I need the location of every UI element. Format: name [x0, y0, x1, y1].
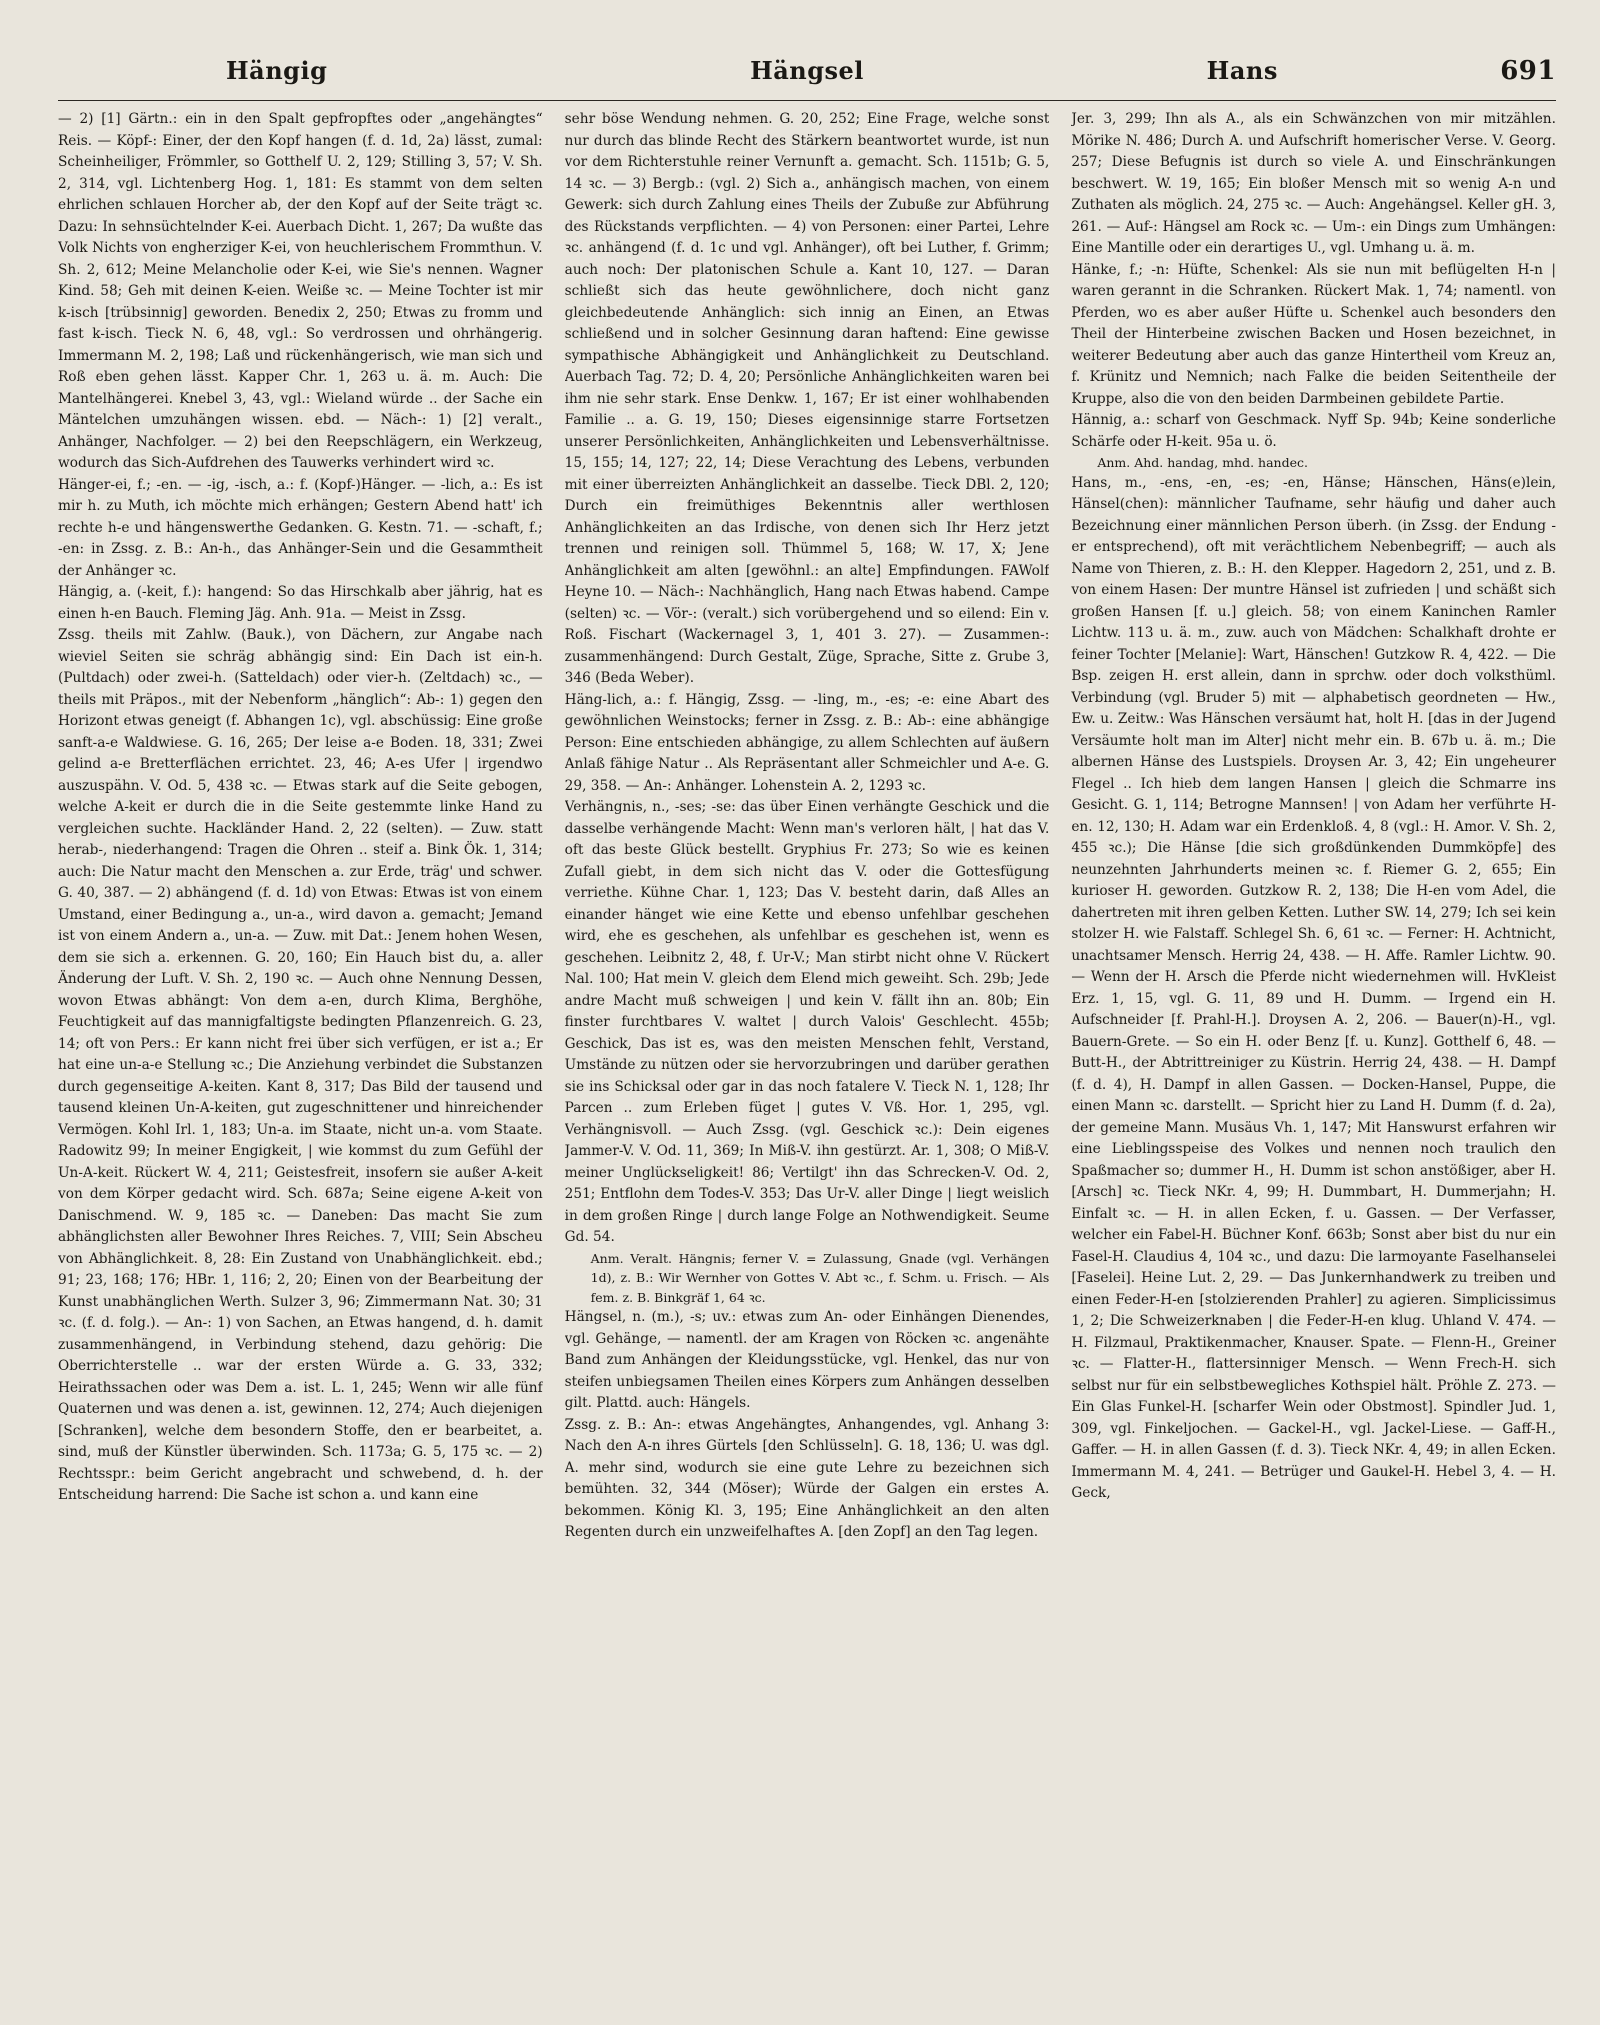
- annotation: Anm. Veralt. Hängnis; ferner V. = Zulassung, Gnade (vgl. Verhängen 1d), z. B.: Wir Wernher von Gottes V. Abt ꝛc., f. Schm. u. Frisch. — Als fem. z. B. Binkgräf 1, 64 ꝛc.: [590, 1250, 1050, 1305]
- left-headword: Hängig: [226, 56, 328, 85]
- column-left: [58, 109, 543, 1974]
- paragraph: Zssg. z. B.: An-: etwas Angehängtes, Anhangendes, vgl. Anhang 3: Nach den A-n ihres Gürtels [den Schlüsseln]. G. 18, 136; U. was dgl. A. mehr sind, wodurch sie eine gute Lehre zu bezeichnen sich bemühten. 32, 344 (Möser); Würde der Galgen ein erstes A. bekommen. König Kl. 3, 195; Eine Anhänglichkeit an den alten Regenten durch ein unzweifelhaftes A. [den Zopf] an den Tag legen.: [564, 1416, 1050, 1541]
- annotation: Anm. Ahd. handag, mhd. handec.: [1097, 455, 1308, 470]
- paragraph: Hans, m., -ens, -en, -es; -en, Hänse; Hänschen, Häns(e)lein, Hänsel(chen): männlicher Taufname, sehr häufig und daher auch Bezeichnung einer männlichen Person überh. (in Zssg. der Endung -er entsprechend), oft mit verächtlichem Nebenbegriff; — auch als Name von Thieren, z. B.: H. den Klepper. Hagedorn 2, 251, und z. B. von einem Hasen: Der muntre Hänsel ist zufrieden | und schäßt sich großen Hansen [f. u.] gleich. 58; von einem Kaninchen Ramler Lichtw. 113 u. ä. m., zuw. auch von Mädchen: Schalkhaft drohte er feiner Tochter [Melanie]: Wart, Hänschen! Gutzkow R. 4, 422. — Die Bsp. zeigen H. erst allein, dann in sprchw. oder doch volksthüml. Verbindung (vgl. Bruder 5) mit — alphabetisch geordneten — Hw., Ew. u. Zeitw.: Was Hänschen versäumt hat, holt H. [das in der Jugend Versäumte holt man im Alter] nicht mehr ein. B. 67b u. ä. m.; Die albernen Hänse des Lustspiels. Droysen Ar. 3, 42; Ein ungeheurer Flegel .. Ich hieb dem langen Hansen | gleich die Schmarre ins Gesicht. G. 1, 114; Betrogne Mannsen! | von Adam her verführte H-en. 12, 130; H. Adam war ein Erdenkloß. 4, 8 (vgl.: H. Amor. V. Sh. 2, 455 ꝛc.); Die Hänse [die sich großdünkenden Dummköpfe] des neunzehnten Jahrhunderts meinen ꝛc. f. Riemer G. 2, 655; Ein kurioser H. geworden. Gutzkow R. 2, 138; Die H-en vom Adel, die dahertreten mit ihren gelben Ketten. Luther SW. 14, 279; Ich sei kein stolzer H. wie Falstaff. Schlegel Sh. 6, 61 ꝛc. — Ferner: H. Achtnicht, unachtsamer Mensch. Herrig 24, 438. — H. Affe. Ramler Lichtw. 90. — Wenn der H. Arsch die Pferde nicht wiedernehmen will. HvKleist Erz. 1, 15, vgl. G. 11, 89 und H. Dumm. — Irgend ein H. Aufschneider [f. Prahl-H.]. Droysen A. 2, 206. — Bauer(n)-H., vgl. Bauern-Grete. — So ein H. oder Benz [f. u. Kunz]. Gotthelf 6, 48. — Butt-H., der Abtrittreiniger zu Küstrin. Herrig 24, 438. — H. Dampf (f. d. 4), H. Dampf in allen Gassen. — Docken-Hansel, Puppe, die einen Mann ꝛc. darstellt. — Spricht hier zu Land H. Dumm (f. d. 2a), der gemeine Mann. Musäus Vh. 1, 147; Mit Hanswurst erfahren wir eine Lieblingsspeise des Volkes und nennen noch traulich den Spaßmacher so; dummer H., H. Dumm ist schon anstößiger, aber H. [Arsch] ꝛc. Tieck NKr. 4, 99; H. Dummbart, H. Dummerjahn; H. Einfalt ꝛc. — H. in allen Ecken, f. u. Gassen. — Der Verfasser, welcher ein Fabel-H. Büchner Konf. 663b; Sonst aber bist du nur ein Fasel-H. Claudius 4, 104 ꝛc., und dazu: Die larmoyante Faselhanselei [Faselei]. Heine Lut. 2, 29. — Das Junkernhandwerk zu treiben und einen Feder-H-en [stolzierenden Prahler] zu agieren. Simplicissimus 1, 2; Die Schweizerknaben | die Feder-H-en klug. Uhland V. 474. — H. Filzmaul, Praktikenmacher, Knauser. Spate. — Flenn-H., Greiner ꝛc. — Flatter-H., flattersinniger Mensch. — Wenn Frech-H. sich selbst nur für ein selbstbewegliches Kothspiel hält. Pröhle Z. 273. — Ein Glas Funkel-H. [scharfer Wein oder Obstmost]. Spindler Jud. 1, 309, vgl. Finkeljochen. — Gackel-H., vgl. Jackel-Liese. — Gaff-H., Gaffer. — H. in allen Gassen (f. d. 3). Tieck NKr. 4, 49; in allen Ecken. Immermann M. 4, 241. — Betrüger und Gaukel-H. Hebel 3, 4. — H. Geck,: [1071, 474, 1556, 1502]
- center-headword: Hängsel: [750, 56, 864, 85]
- paragraph: Verhängnis, n., -ses; -se: das über Einen verhängte Geschick und die dasselbe verhängende Macht: Wenn man's verloren hält, | hat das V. oft das beste Glück bestellt. Gryphius Fr. 273; So wie es keinen Zufall giebt, in dem sich nicht das V. oder die Gottesfügung verriethe. Kühne Char. 1, 123; Das V. besteht darin, daß Alles an einander hänget wie eine Kette und ebenso unfehlbar geschehen wird, ehe es geschehen, als unfehlbar es geschehen ist, wenn es geschehen. Leibnitz 2, 48, f. Ur-V.; Man stirbt nicht ohne V. Rückert Nal. 100; Hat mein V. gleich dem Elend mich geweiht. Sch. 29b; Jede andre Macht muß schweigen | und kein V. fällt ihn an. 80b; Ein finster furchtbares V. waltet | durch Valois' Geschlecht. 455b; Geschick, Das ist es, was den meisten Menschen fehlt, Verstand, Umstände zu nützen oder sie hervorzubringen und darüber gerathen sie ins Schicksal oder gar in das noch fatalere V. Tieck N. 1, 128; Ihr Parcen .. zum Erleben füget | gutes V. Vß. Hor. 1, 295, vgl. Verhängnisvoll. — Auch Zssg. (vgl. Geschick ꝛc.): Dein eigenes Jammer-V. V. Od. 11, 369; In Miß-V. ihn gestürzt. Ar. 1, 308; O Miß-V. meiner Unglückseligkeit! 86; Vertilgt' ihn das Schrecken-V. Od. 2, 251; Entflohn dem Todes-V. 353; Das Ur-V. aller Dinge | liegt weislich in dem großen Ringe | durch lange Folge an Nothwendigkeit. Seume Gd. 54.: [564, 799, 1050, 1245]
- paragraph: Hängig, a. (-keit, f.): hangend: So das Hirschkalb aber jährig, hat es einen h-en Bauch. Fleming Jäg. Anh. 91a. — Meist in Zssg.: [58, 584, 543, 622]
- paragraph: sehr böse Wendung nehmen. G. 20, 252; Eine Frage, welche sonst nur durch das blinde Recht des Stärkern beantwortet wurde, ist nun vor dem Richterstuhle reiner Vernunft a. gemacht. Sch. 1151b; G. 5, 14 ꝛc. — 3) Bergb.: (vgl. 2) Sich a., anhängisch machen, von einem Gewerk: sich durch Zahlung eines Theils der Zubuße zur Abführung des Rückstands verpflichten. — 4) von Personen: einer Partei, Lehre ꝛc. anhängend (f. d. 1c und vgl. Anhänger), oft bei Luther, f. Grimm; auch noch: Der platonischen Schule a. Kant 10, 127. — Daran schließt sich das heute gewöhnlichere, doch nicht ganz gleichbedeutende Anhänglich: sich innig an Einen, an Etwas schließend und in solcher Gesinnung daran haftend: Eine gewisse sympathische Abhängigkeit und Anhänglichkeit zu Deutschland. Auerbach Tag. 72; D. 4, 20; Persönliche Anhänglichkeiten waren bei ihm nie sehr stark. Ense Denkw. 1, 167; Er ist einer wohlhabenden Familie .. a. G. 19, 150; Dieses eigensinnige starre Fortsetzen unserer Persönlichkeiten, Anhänglichkeiten und Lebensverhältnisse. 15, 155; 14, 127; 22, 14; Diese Verachtung des Lebens, verbunden mit einer überreizten Anhänglichkeit an dasselbe. Tieck DBl. 2, 120; Durch ein freimüthiges Bekenntnis aller werthlosen Anhänglichkeiten an das Irdische, von denen sich Ihr Herz jetzt trennen und reinigen soll. Thümmel 5, 168; W. 17, X; Jene Anhänglichkeit am alten [gewöhnl.: an alte] Empfindungen. FAWolf Heyne 10. — Näch-: Nachhänglich, Hang nach Etwas habend. Campe (selten) ꝛc. — Vör-: (veralt.) sich vorübergehend und so eilend: Ein v. Roß. Fischart (Wackernagel 3, 1, 401 3. 27). — Zusammen-: zusammenhängend: Durch Gestalt, Züge, Sprache, Sitte z. Grube 3, 346 (Beda Weber).: [564, 111, 1050, 686]
- column-middle: [565, 109, 1050, 1974]
- right-header: [1057, 56, 1556, 86]
- text-columns: [58, 109, 1556, 1974]
- paragraph: Zssg. theils mit Zahlw. (Bauk.), von Dächern, zur Angabe nach wieviel Seiten sie schräg abhängig sind: Ein Dach ist ein-h. (Pultdach) oder zwei-h. (Satteldach) oder vier-h. (Zeltdach) ꝛc., — theils mit Präpos., mit der Nebenform „hänglich“: Ab-: 1) gegen den Horizont etwas geneigt (f. Abhangen 1c), vgl. abschüssig: Eine große sanft-a-e Waldwiese. G. 16, 265; Der leise a-e Boden. 18, 331; Zwei gelind a-e Bretterflächen errichtet. 23, 46; A-es Ufer | irgendwo auszuspähn. V. Od. 5, 438 ꝛc. — Etwas stark auf die Seite gebogen, welche A-keit er durch die in die Seite gestemmte linke Hand zu vergleichen suchte. Hackländer Hand. 2, 22 (selten). — Zuw. statt herab-, niederhangend: Tragen die Ohren .. steif a. Bink Ök. 1, 314; auch: Die Natur macht den Menschen a. zur Erde, träg' und schwer. G. 40, 387. — 2) abhängend (f. d. 1d) von Etwas: Etwas ist von einem Umstand, einer Bedingung a., un-a., wird davon a. gemacht; Jemand ist von einem Andern a., un-a. — Zuw. mit Dat.: Jenem hohen Wesen, dem sie sich a. erkennen. G. 20, 160; Ein Hauch bist du, a. aller Änderung der Luft. V. Sh. 2, 190 ꝛc. — Auch ohne Nennung Dessen, wovon Etwas abhängt: Von dem a-en, durch Klima, Berghöhe, Feuchtigkeit auf das mannigfaltigste bedingten Pflanzenreich. G. 23, 14; oft von Pers.: Er kann nicht frei über sich verfügen, er ist a.; Er hat eine un-a-e Stellung ꝛc.; Die Anziehung verbindet die Substanzen durch gegenseitige A-keiten. Kant 8, 317; Das Bild der tausend und tausend kleinen Un-A-keiten, gut zugeschnittener und hinreichender Vermögen. Kohl Irl. 1, 183; Un-a. im Staate, nicht un-a. vom Staate. Radowitz 99; In meiner Engigkeit, | wie kommst du zum Gefühl der Un-A-keit. Rückert W. 4, 211; Geistesfreit, insofern sie außer A-keit von dem Körper gedacht wird. Sch. 687a; Seine eigene A-keit von Danischmend. W. 9, 185 ꝛc. — Daneben: Das macht Sie zum abhänglichsten aller Bewohner Ihres Reiches. 7, VIII; Sein Abscheu von Abhänglichkeit. 8, 28: Ein Zustand von Unabhänglichkeit. ebd.; 91; 23, 168; 176; HBr. 1, 116; 2, 20; Einen von der Bearbeitung der Kunst unabhänglichen Werth. Sulzer 3, 96; Zimmermann Nat. 30; 31 ꝛc. (f. d. folg.). — An-: 1) von Sachen, an Etwas hangend, d. h. damit zusammenhängend, in Verbindung stehend, dazu gehörig: Die Oberrichterstelle .. war der ersten Würde a. G. 33, 332; Heirathssachen oder was Dem a. ist. L. 1, 245; Wenn wir alle fünf Quaternen und was denen a. ist, gewinnen. 12, 274; Auch diejenigen [Schranken], welche dem besondern Stoffe, den er bearbeitet, a. sind, muß der Künstler überwinden. Sch. 1173a; G. 5, 175 ꝛc. — 2) Rechtsspr.: beim Gericht angebracht und schwebend, d. h. der Entscheidung harrend: Die Sache ist schon a. und kann eine: [58, 627, 543, 1503]
- paragraph: — 2) [1] Gärtn.: ein in den Spalt gepfropftes oder „angehängtes“ Reis. — Köpf-: Einer, der den Kopf hangen (f. d. 1d, 2a) lässt, zumal: Scheinheiliger, Frömmler, so Gotthelf U. 2, 129; Stilling 3, 57; V. Sh. 2, 314, vgl. Lichtenberg Hog. 1, 181: Es stammt von dem selten ehrlichen schlauen Horcher ab, der den Kopf auf der Seite trägt ꝛc. Dazu: In sehnsüchtelnder K-ei. Auerbach Dicht. 1, 267; Da wußte das Volk Nichts von engherziger K-ei, von heuchlerischem Frommthun. V. Sh. 2, 612; Meine Melancholie oder K-ei, wie Sie's nennen. Wagner Kind. 58; Geh mit deinen K-eien. Weiße ꝛc. — Meine Tochter ist mir k-isch [trübsinnig] geworden. Benedix 2, 250; Etwas zu fromm und fast k-isch. Tieck N. 6, 48, vgl.: So verdrossen und ohrhängerig. Immermann M. 2, 198; Laß und rückenhängerisch, wie man sich und Roß eben gehen lässt. Kapper Chr. 1, 263 u. ä. m. Auch: Die Mantelhängerei. Knebel 3, 43, vgl.: Wieland würde .. der Sache ein Mäntelchen umzuhängen wissen. ebd. — Näch-: 1) [2] veralt., Anhänger, Nachfolger. — 2) bei den Reepschlägern, ein Werkzeug, wodurch das Sich-Aufdrehen des Tauwerks verhindert wird ꝛc.: [58, 111, 543, 471]
- paragraph: Hängsel, n. (m.), -s; uv.: etwas zum An- oder Einhängen Dienendes, vgl. Gehänge, — namentl. der am Kragen von Röcken ꝛc. angenähte Band zum Anhängen der Kleidungsstücke, vgl. Henkel, das nur von steifen unbiegsamen Theilen eines Körpers zum Anhängen desselben gilt. Plattd. auch: Hängels.: [564, 1309, 1050, 1412]
- paragraph: Hänke, f.; -n: Hüfte, Schenkel: Als sie nun mit beflügelten H-n | waren gerannt in die Schranken. Rückert Mak. 1, 74; namentl. von Pferden, wo es aber außer Hüfte u. Schenkel auch besonders den Theil der Hinterbeine zwischen Backen und Hosen bezeichnet, in weiterer Bedeutung aber auch das ganze Hintertheil vom Kreuz an, f. Krünitz und Nemnich; nach Falke die beiden Seitentheile der Kruppe, also die von den beiden Darmbeinen gebildete Partie.: [1071, 261, 1556, 407]
- page-number: 691: [1500, 56, 1556, 86]
- paragraph: Jer. 3, 299; Ihn als A., als ein Schwänzchen von mir mitzählen. Mörike N. 486; Durch A. und Aufschrift homerischer Verse. V. Georg. 257; Diese Befugnis ist durch so viele A. und Einschränkungen beschwert. W. 19, 165; Ein bloßer Mensch mit so wenig A-n und Zuthaten als möglich. 24, 275 ꝛc. — Auch: Angehängsel. Keller gH. 3, 261. — Auf-: Hängsel am Rock ꝛc. — Um-: ein Dings zum Umhängen: Eine Mantille oder ein derartiges U., vgl. Umhang u. ä. m.: [1071, 111, 1556, 256]
- paragraph: Häng-lich, a.: f. Hängig, Zssg. — -ling, m., -es; -e: eine Abart des gewöhnlichen Weinstocks; ferner in Zssg. z. B.: Ab-: eine abhängige Person: Eine entschieden abhängige, zu allem Schlechten auf äußern Anlaß fähige Natur .. Als Repräsentant aller Schmeichler und A-e. G. 29, 358. — An-: Anhänger. Lohenstein A. 2, 1293 ꝛc.: [564, 691, 1050, 794]
- paragraph: Hännig, a.: scharf von Geschmack. Nyff Sp. 94b; Keine sonderliche Schärfe oder H-keit. 95a u. ö.: [1071, 412, 1556, 450]
- right-headword: Hans: [1206, 56, 1278, 85]
- running-header: [58, 56, 1556, 101]
- paragraph: Hänger-ei, f.; -en. — -ig, -isch, a.: f. (Kopf-)Hänger. — -lich, a.: Es ist mir h. zu Muth, ich möchte mich erhängen; Gestern Abend hatt' ich rechte h-e und hängenswerthe Gedanken. G. Kestn. 71. — -schaft, f.; -en: in Zssg. z. B.: An-h., das Anhänger-Sein und die Gesammtheit der Anhänger ꝛc.: [58, 476, 543, 579]
- column-right: [1071, 109, 1556, 1974]
